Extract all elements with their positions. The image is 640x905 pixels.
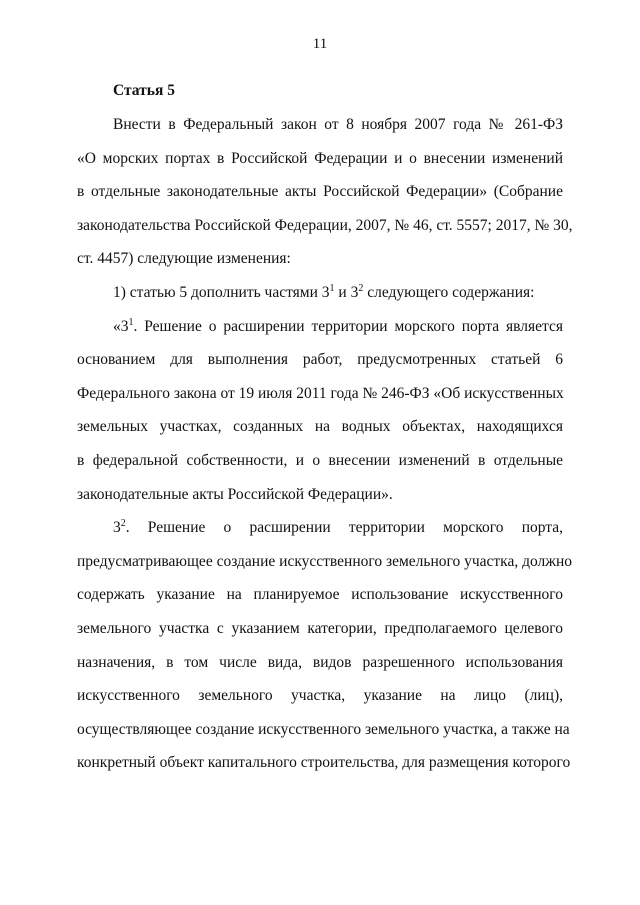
- text-line: Федерального закона от 19 июля 2011 года № 246-ФЗ «Об искусственных: [77, 384, 564, 402]
- part-3-1-first-line: [77, 310, 563, 344]
- text-line: предусматривающее создание искусственного земельного участка, должно: [77, 552, 573, 570]
- text-line: содержать указание на планируемое использование искусственного: [77, 586, 563, 604]
- text-line: земельных участках, созданных на водных объектах, находящихся: [77, 418, 563, 436]
- item-1-sup-2: 2: [358, 282, 364, 294]
- article-heading: Статья 5: [113, 82, 175, 99]
- text-line: Внести в Федеральный закон от 8 ноября 2007 года № 261-ФЗ: [113, 116, 563, 133]
- item-1-sup-1: 1: [329, 282, 335, 294]
- page-number: 11: [312, 36, 328, 52]
- part-3-2-prefix: 3: [113, 519, 121, 537]
- text-line: земельного участка с указанием категории, предполагаемого целевого: [77, 619, 563, 637]
- item-1-middle: и 3: [334, 283, 359, 301]
- item-1-line: [77, 276, 563, 310]
- text-line: законодательства Российской Федерации, 2007, № 46, ст. 5557; 2017, № 30,: [77, 216, 573, 234]
- part-3-2-sup: 2: [120, 518, 126, 530]
- part-3-2-suffix: . Решение о расширении территории морского порта,: [125, 519, 563, 537]
- text-line: конкретный объект капитального строительства, для размещения которого: [77, 754, 571, 772]
- text-line: «О морских портах в Российской Федерации и о внесении изменений: [77, 149, 563, 167]
- article-intro-paragraph: [77, 108, 573, 276]
- item-1-prefix: 1) статью 5 дополнить частями 3: [113, 283, 330, 301]
- text-line: искусственного земельного участка, указание на лицо (лиц),: [77, 687, 563, 705]
- part-3-1-prefix: «3: [113, 317, 129, 335]
- part-3-1-sup: 1: [128, 316, 134, 328]
- text-line: законодательные акты Российской Федерации».: [77, 485, 393, 503]
- part-3-1-suffix: . Решение о расширении территории морского порта является: [133, 317, 563, 335]
- text-line: назначения, в том числе вида, видов разрешенного использования: [77, 653, 563, 671]
- text-line: ст. 4457) следующие изменения:: [77, 250, 291, 268]
- text-line: в отдельные законодательные акты Российской Федерации» (Собрание: [77, 183, 563, 201]
- text-line: осуществляющее создание искусственного земельного участка, а также на: [77, 720, 570, 738]
- text-line: основанием для выполнения работ, предусмотренных статьей 6: [77, 351, 563, 369]
- part-3-2-first-line: [77, 511, 563, 545]
- document-body: [77, 74, 573, 780]
- part-3-1-paragraph: [77, 343, 563, 511]
- part-3-2-paragraph: [77, 545, 573, 780]
- item-1-suffix: следующего содержания:: [363, 283, 535, 301]
- text-line: в федеральной собственности, и о внесении изменений в отдельные: [77, 451, 563, 469]
